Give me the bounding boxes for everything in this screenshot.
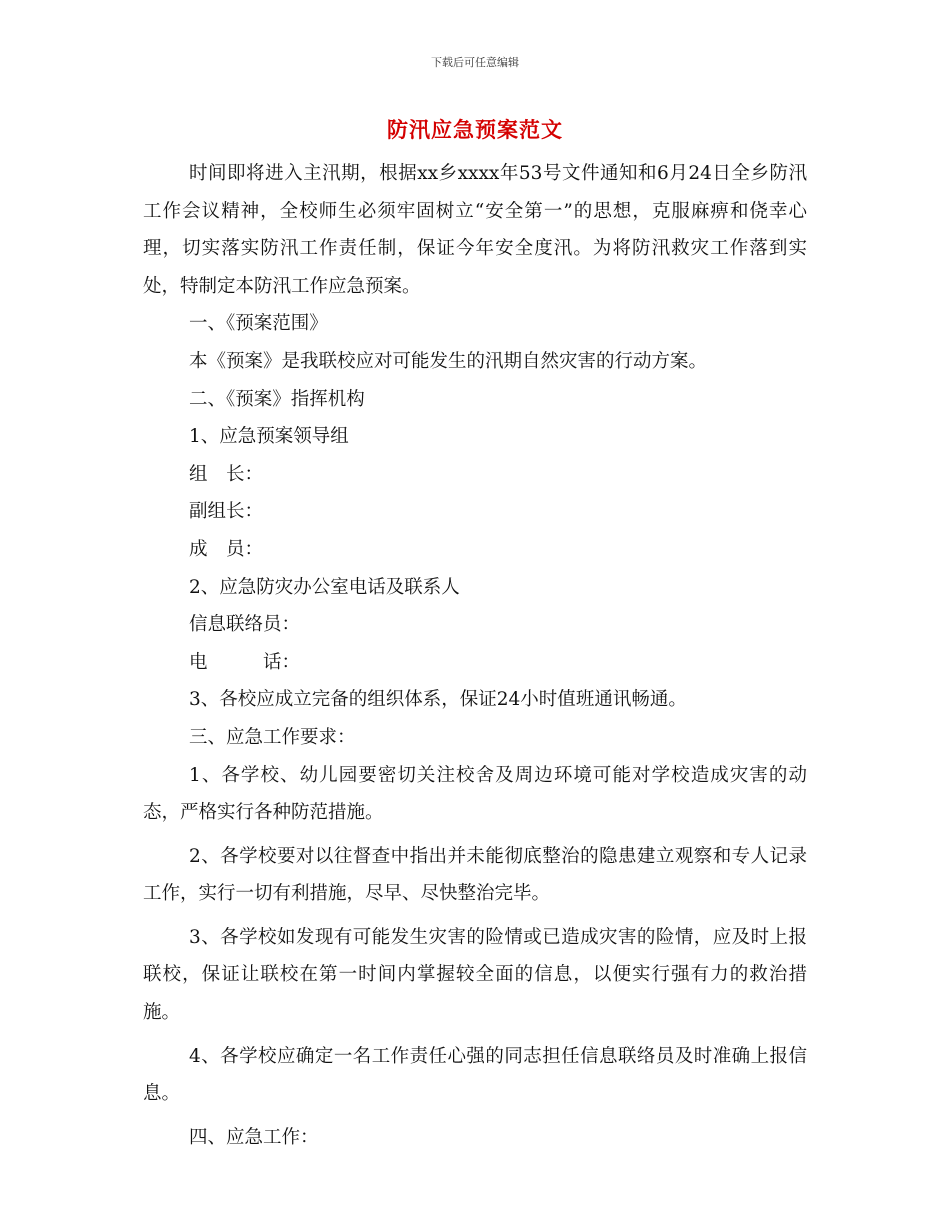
heading-section-3: 三、应急工作要求： [189,726,356,748]
subheading-office-contact: 2、应急防灾办公室电话及联系人 [189,576,460,598]
paragraph-requirement-1: 1、各学校、幼儿园要密切关注校舍及周边环境可能对学校造成灾害的动态，严格实行各种防范措施。 [143,764,807,824]
paragraph-organization: 3、各校应成立完备的组织体系，保证24小时值班通讯畅通。 [189,689,687,711]
header-note: 下载后可任意编辑 [431,56,519,69]
field-members: 成 员： [189,538,264,560]
heading-section-1: 一、《预案范围》 [189,313,328,335]
heading-section-2: 二、《预案》指挥机构 [189,388,365,410]
paragraph-requirement-2: 2、各学校要对以往督查中指出并未能彻底整治的隐患建立观察和专人记录工作，实行一切有利措施，尽早、尽快整治完毕。 [143,845,807,905]
field-deputy-leader: 副组长： [189,501,264,523]
document-body [143,155,807,1156]
paragraph-intro: 时间即将进入主汛期，根据xx乡xxxx年53号文件通知和6月24日全乡防汛工作会议精神，全校师生必须牢固树立“安全第一”的思想，克服麻痹和侥幸心理，切实落实防汛工作责任制，保证今年安全度汛。为将防汛救灾工作落到实处，特制定本防汛工作应急预案。 [143,163,807,297]
field-group-leader: 组 长： [189,463,264,485]
paragraph-scope: 本《预案》是我联校应对可能发生的汛期自然灾害的行动方案。 [189,350,708,372]
paragraph-requirement-4: 4、各学校应确定一名工作责任心强的同志担任信息联络员及时准确上报信息。 [143,1045,807,1105]
field-liaison: 信息联络员： [189,614,301,636]
document-title: 防汛应急预案范文 [387,118,563,142]
field-phone: 电 话： [189,651,301,673]
heading-section-4: 四、应急工作： [189,1126,319,1148]
paragraph-requirement-3: 3、各学校如发现有可能发生灾害的险情或已造成灾害的险情，应及时上报联校，保证让联校在第一时间内掌握较全面的信息，以便实行强有力的救治措施。 [143,926,807,1024]
subheading-leadership-group: 1、应急预案领导组 [189,426,349,448]
